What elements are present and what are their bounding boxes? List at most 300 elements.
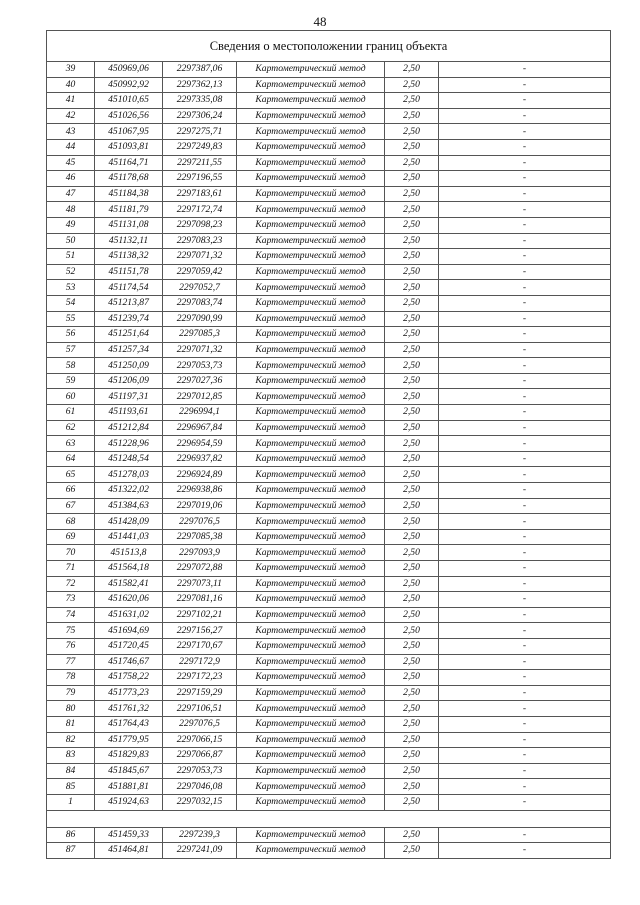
cell-point-number: 54 [47, 295, 95, 311]
cell-y-coordinate: 2297019,06 [163, 498, 237, 514]
cell-point-number: 43 [47, 124, 95, 140]
cell-method: Картометрический метод [237, 77, 385, 93]
cell-method: Картометрический метод [237, 843, 385, 859]
cell-x-coordinate: 451181,79 [95, 202, 163, 218]
table-row [47, 483, 611, 499]
cell-x-coordinate: 451212,84 [95, 420, 163, 436]
cell-point-number: 51 [47, 249, 95, 265]
cell-y-coordinate: 2297156,27 [163, 623, 237, 639]
cell-x-coordinate: 451138,32 [95, 249, 163, 265]
cell-method: Картометрический метод [237, 171, 385, 187]
cell-x-coordinate: 451251,64 [95, 327, 163, 343]
table-row [47, 451, 611, 467]
cell-method: Картометрический метод [237, 451, 385, 467]
cell-y-coordinate: 2297196,55 [163, 171, 237, 187]
cell-x-coordinate: 451257,34 [95, 342, 163, 358]
cell-description: - [439, 405, 611, 421]
cell-y-coordinate: 2297249,83 [163, 139, 237, 155]
cell-x-coordinate: 451278,03 [95, 467, 163, 483]
cell-x-coordinate: 451845,67 [95, 763, 163, 779]
cell-x-coordinate: 451174,54 [95, 280, 163, 296]
cell-description: - [439, 327, 611, 343]
cell-description: - [439, 202, 611, 218]
table-row [47, 155, 611, 171]
cell-method: Картометрический метод [237, 436, 385, 452]
cell-point-number: 67 [47, 498, 95, 514]
cell-accuracy: 2,50 [385, 62, 439, 78]
cell-point-number: 64 [47, 451, 95, 467]
cell-point-number: 50 [47, 233, 95, 249]
cell-accuracy: 2,50 [385, 467, 439, 483]
cell-method: Картометрический метод [237, 405, 385, 421]
cell-point-number: 74 [47, 607, 95, 623]
cell-method: Картометрический метод [237, 217, 385, 233]
cell-y-coordinate: 2297183,61 [163, 186, 237, 202]
table-row [47, 576, 611, 592]
cell-point-number: 45 [47, 155, 95, 171]
cell-description: - [439, 342, 611, 358]
cell-point-number: 39 [47, 62, 95, 78]
cell-x-coordinate: 451459,33 [95, 827, 163, 843]
cell-y-coordinate: 2297032,15 [163, 794, 237, 810]
cell-x-coordinate: 451773,23 [95, 685, 163, 701]
cell-point-number: 79 [47, 685, 95, 701]
cell-point-number: 86 [47, 827, 95, 843]
cell-accuracy: 2,50 [385, 233, 439, 249]
cell-description: - [439, 186, 611, 202]
cell-point-number: 85 [47, 779, 95, 795]
cell-accuracy: 2,50 [385, 763, 439, 779]
cell-accuracy: 2,50 [385, 451, 439, 467]
cell-description: - [439, 249, 611, 265]
cell-method: Картометрический метод [237, 108, 385, 124]
cell-accuracy: 2,50 [385, 327, 439, 343]
table-title: Сведения о местоположении границ объекта [47, 31, 611, 62]
cell-method: Картометрический метод [237, 155, 385, 171]
cell-y-coordinate: 2297239,3 [163, 827, 237, 843]
cell-accuracy: 2,50 [385, 295, 439, 311]
table-row [47, 217, 611, 233]
cell-point-number: 48 [47, 202, 95, 218]
cell-x-coordinate: 451881,81 [95, 779, 163, 795]
cell-y-coordinate: 2297012,85 [163, 389, 237, 405]
cell-accuracy: 2,50 [385, 592, 439, 608]
cell-y-coordinate: 2296937,82 [163, 451, 237, 467]
cell-description: - [439, 843, 611, 859]
table-row [47, 77, 611, 93]
cell-point-number: 81 [47, 716, 95, 732]
cell-y-coordinate: 2297083,23 [163, 233, 237, 249]
cell-method: Картометрический метод [237, 249, 385, 265]
cell-x-coordinate: 451206,09 [95, 373, 163, 389]
cell-x-coordinate: 451761,32 [95, 701, 163, 717]
cell-accuracy: 2,50 [385, 311, 439, 327]
cell-method: Картометрический метод [237, 763, 385, 779]
cell-method: Картометрический метод [237, 311, 385, 327]
cell-x-coordinate: 451694,69 [95, 623, 163, 639]
cell-y-coordinate: 2297053,73 [163, 358, 237, 374]
cell-accuracy: 2,50 [385, 373, 439, 389]
cell-point-number: 69 [47, 529, 95, 545]
cell-method: Картометрический метод [237, 233, 385, 249]
cell-y-coordinate: 2296938,86 [163, 483, 237, 499]
cell-y-coordinate: 2297159,29 [163, 685, 237, 701]
cell-accuracy: 2,50 [385, 561, 439, 577]
cell-x-coordinate: 451250,09 [95, 358, 163, 374]
cell-x-coordinate: 451564,18 [95, 561, 163, 577]
cell-y-coordinate: 2297085,3 [163, 327, 237, 343]
cell-y-coordinate: 2297106,51 [163, 701, 237, 717]
cell-method: Картометрический метод [237, 139, 385, 155]
cell-method: Картометрический метод [237, 748, 385, 764]
cell-method: Картометрический метод [237, 732, 385, 748]
cell-description: - [439, 701, 611, 717]
cell-point-number: 55 [47, 311, 95, 327]
cell-accuracy: 2,50 [385, 420, 439, 436]
cell-point-number: 62 [47, 420, 95, 436]
cell-point-number: 82 [47, 732, 95, 748]
cell-accuracy: 2,50 [385, 685, 439, 701]
cell-method: Картометрический метод [237, 592, 385, 608]
gap-cell [47, 810, 611, 827]
cell-description: - [439, 358, 611, 374]
cell-x-coordinate: 451513,8 [95, 545, 163, 561]
cell-accuracy: 2,50 [385, 843, 439, 859]
table-row [47, 62, 611, 78]
page-number: 48 [313, 14, 327, 29]
cell-point-number: 53 [47, 280, 95, 296]
cell-x-coordinate: 451428,09 [95, 514, 163, 530]
cell-accuracy: 2,50 [385, 77, 439, 93]
cell-point-number: 72 [47, 576, 95, 592]
cell-description: - [439, 498, 611, 514]
cell-x-coordinate: 451228,96 [95, 436, 163, 452]
cell-accuracy: 2,50 [385, 498, 439, 514]
table-row [47, 498, 611, 514]
cell-accuracy: 2,50 [385, 529, 439, 545]
cell-accuracy: 2,50 [385, 716, 439, 732]
table-row [47, 186, 611, 202]
cell-y-coordinate: 2297085,38 [163, 529, 237, 545]
cell-point-number: 52 [47, 264, 95, 280]
cell-method: Картометрический метод [237, 654, 385, 670]
cell-accuracy: 2,50 [385, 108, 439, 124]
table-title-row [47, 31, 611, 62]
table-row [47, 670, 611, 686]
table-row [47, 233, 611, 249]
cell-description: - [439, 280, 611, 296]
cell-accuracy: 2,50 [385, 483, 439, 499]
cell-method: Картометрический метод [237, 514, 385, 530]
cell-y-coordinate: 2296994,1 [163, 405, 237, 421]
cell-accuracy: 2,50 [385, 342, 439, 358]
cell-x-coordinate: 451746,67 [95, 654, 163, 670]
cell-description: - [439, 670, 611, 686]
cell-y-coordinate: 2297076,5 [163, 716, 237, 732]
cell-description: - [439, 514, 611, 530]
cell-accuracy: 2,50 [385, 124, 439, 140]
cell-description: - [439, 389, 611, 405]
cell-method: Картометрический метод [237, 93, 385, 109]
cell-description: - [439, 827, 611, 843]
cell-method: Картометрический метод [237, 827, 385, 843]
cell-description: - [439, 716, 611, 732]
cell-description: - [439, 217, 611, 233]
table-row [47, 249, 611, 265]
cell-y-coordinate: 2297072,88 [163, 561, 237, 577]
cell-method: Картометрический метод [237, 623, 385, 639]
table-row [47, 93, 611, 109]
table-row [47, 732, 611, 748]
cell-x-coordinate: 451197,31 [95, 389, 163, 405]
table-row [47, 748, 611, 764]
cell-x-coordinate: 451829,83 [95, 748, 163, 764]
cell-point-number: 40 [47, 77, 95, 93]
cell-y-coordinate: 2297170,67 [163, 638, 237, 654]
table-row [47, 264, 611, 280]
cell-method: Картометрический метод [237, 779, 385, 795]
cell-description: - [439, 545, 611, 561]
cell-y-coordinate: 2297076,5 [163, 514, 237, 530]
cell-y-coordinate: 2297241,09 [163, 843, 237, 859]
cell-x-coordinate: 451178,68 [95, 171, 163, 187]
cell-x-coordinate: 451067,95 [95, 124, 163, 140]
cell-y-coordinate: 2297172,23 [163, 670, 237, 686]
cell-description: - [439, 732, 611, 748]
cell-description: - [439, 623, 611, 639]
cell-y-coordinate: 2297059,42 [163, 264, 237, 280]
cell-x-coordinate: 451026,56 [95, 108, 163, 124]
cell-point-number: 77 [47, 654, 95, 670]
cell-y-coordinate: 2297073,11 [163, 576, 237, 592]
cell-point-number: 47 [47, 186, 95, 202]
cell-method: Картометрический метод [237, 576, 385, 592]
cell-x-coordinate: 451322,02 [95, 483, 163, 499]
cell-description: - [439, 373, 611, 389]
cell-description: - [439, 763, 611, 779]
cell-accuracy: 2,50 [385, 545, 439, 561]
cell-accuracy: 2,50 [385, 654, 439, 670]
cell-x-coordinate: 451620,06 [95, 592, 163, 608]
cell-method: Картометрический метод [237, 794, 385, 810]
cell-description: - [439, 794, 611, 810]
table-row [47, 779, 611, 795]
cell-accuracy: 2,50 [385, 186, 439, 202]
cell-y-coordinate: 2297052,7 [163, 280, 237, 296]
cell-x-coordinate: 451132,11 [95, 233, 163, 249]
cell-description: - [439, 561, 611, 577]
cell-accuracy: 2,50 [385, 217, 439, 233]
cell-method: Картометрический метод [237, 280, 385, 296]
cell-description: - [439, 295, 611, 311]
cell-x-coordinate: 451248,54 [95, 451, 163, 467]
cell-y-coordinate: 2297362,13 [163, 77, 237, 93]
cell-point-number: 68 [47, 514, 95, 530]
cell-x-coordinate: 451010,65 [95, 93, 163, 109]
cell-description: - [439, 483, 611, 499]
cell-description: - [439, 77, 611, 93]
table-row [47, 108, 611, 124]
table-row [47, 514, 611, 530]
cell-y-coordinate: 2297172,9 [163, 654, 237, 670]
cell-y-coordinate: 2297306,24 [163, 108, 237, 124]
cell-x-coordinate: 451164,71 [95, 155, 163, 171]
cell-point-number: 61 [47, 405, 95, 421]
cell-accuracy: 2,50 [385, 514, 439, 530]
cell-method: Картометрический метод [237, 467, 385, 483]
cell-x-coordinate: 451384,63 [95, 498, 163, 514]
cell-accuracy: 2,50 [385, 171, 439, 187]
table-row [47, 436, 611, 452]
cell-y-coordinate: 2296924,89 [163, 467, 237, 483]
cell-y-coordinate: 2297172,74 [163, 202, 237, 218]
table-row [47, 358, 611, 374]
table-row [47, 342, 611, 358]
cell-accuracy: 2,50 [385, 93, 439, 109]
cell-description: - [439, 62, 611, 78]
cell-accuracy: 2,50 [385, 701, 439, 717]
cell-method: Картометрический метод [237, 358, 385, 374]
cell-method: Картометрический метод [237, 389, 385, 405]
boundary-table [46, 30, 611, 859]
table-row [47, 280, 611, 296]
table-row [47, 623, 611, 639]
cell-x-coordinate: 451720,45 [95, 638, 163, 654]
cell-method: Картометрический метод [237, 62, 385, 78]
cell-method: Картометрический метод [237, 124, 385, 140]
cell-method: Картометрический метод [237, 202, 385, 218]
cell-y-coordinate: 2297102,21 [163, 607, 237, 623]
table-row [47, 607, 611, 623]
cell-method: Картометрический метод [237, 498, 385, 514]
cell-description: - [439, 607, 611, 623]
cell-x-coordinate: 451131,08 [95, 217, 163, 233]
cell-y-coordinate: 2297071,32 [163, 342, 237, 358]
cell-method: Картометрический метод [237, 327, 385, 343]
cell-description: - [439, 233, 611, 249]
cell-point-number: 44 [47, 139, 95, 155]
cell-description: - [439, 108, 611, 124]
cell-accuracy: 2,50 [385, 779, 439, 795]
cell-x-coordinate: 451464,81 [95, 843, 163, 859]
cell-x-coordinate: 450969,06 [95, 62, 163, 78]
cell-y-coordinate: 2297081,16 [163, 592, 237, 608]
cell-description: - [439, 155, 611, 171]
cell-method: Картометрический метод [237, 342, 385, 358]
cell-point-number: 46 [47, 171, 95, 187]
cell-y-coordinate: 2297027,36 [163, 373, 237, 389]
cell-x-coordinate: 451764,43 [95, 716, 163, 732]
cell-point-number: 60 [47, 389, 95, 405]
table-row [47, 561, 611, 577]
cell-x-coordinate: 451924,63 [95, 794, 163, 810]
cell-y-coordinate: 2297098,23 [163, 217, 237, 233]
table-row [47, 654, 611, 670]
table-row [47, 638, 611, 654]
cell-description: - [439, 638, 611, 654]
cell-x-coordinate: 451151,78 [95, 264, 163, 280]
cell-method: Картометрический метод [237, 420, 385, 436]
cell-description: - [439, 529, 611, 545]
cell-description: - [439, 779, 611, 795]
cell-point-number: 63 [47, 436, 95, 452]
cell-accuracy: 2,50 [385, 202, 439, 218]
cell-point-number: 71 [47, 561, 95, 577]
table-row [47, 124, 611, 140]
cell-method: Картометрический метод [237, 638, 385, 654]
table-row [47, 373, 611, 389]
table-row [47, 389, 611, 405]
cell-method: Картометрический метод [237, 545, 385, 561]
table-row [47, 405, 611, 421]
cell-y-coordinate: 2297211,55 [163, 155, 237, 171]
cell-description: - [439, 654, 611, 670]
table-row [47, 763, 611, 779]
cell-y-coordinate: 2297387,06 [163, 62, 237, 78]
cell-point-number: 83 [47, 748, 95, 764]
cell-method: Картометрический метод [237, 483, 385, 499]
table-row [47, 827, 611, 843]
cell-y-coordinate: 2297335,08 [163, 93, 237, 109]
cell-x-coordinate: 451239,74 [95, 311, 163, 327]
cell-y-coordinate: 2297066,87 [163, 748, 237, 764]
table-row [47, 420, 611, 436]
cell-accuracy: 2,50 [385, 139, 439, 155]
cell-description: - [439, 451, 611, 467]
cell-x-coordinate: 451779,95 [95, 732, 163, 748]
cell-description: - [439, 311, 611, 327]
cell-method: Картометрический метод [237, 607, 385, 623]
table-row [47, 171, 611, 187]
cell-description: - [439, 592, 611, 608]
cell-accuracy: 2,50 [385, 358, 439, 374]
cell-x-coordinate: 451193,61 [95, 405, 163, 421]
cell-y-coordinate: 2297053,73 [163, 763, 237, 779]
cell-point-number: 49 [47, 217, 95, 233]
cell-y-coordinate: 2297083,74 [163, 295, 237, 311]
cell-description: - [439, 748, 611, 764]
cell-method: Картометрический метод [237, 186, 385, 202]
cell-point-number: 76 [47, 638, 95, 654]
table-row [47, 701, 611, 717]
cell-point-number: 73 [47, 592, 95, 608]
cell-point-number: 42 [47, 108, 95, 124]
cell-accuracy: 2,50 [385, 436, 439, 452]
cell-point-number: 58 [47, 358, 95, 374]
table-row [47, 311, 611, 327]
cell-description: - [439, 264, 611, 280]
cell-method: Картометрический метод [237, 716, 385, 732]
cell-description: - [439, 139, 611, 155]
cell-point-number: 66 [47, 483, 95, 499]
cell-accuracy: 2,50 [385, 249, 439, 265]
cell-y-coordinate: 2297066,15 [163, 732, 237, 748]
table-row [47, 592, 611, 608]
cell-point-number: 70 [47, 545, 95, 561]
cell-description: - [439, 467, 611, 483]
cell-y-coordinate: 2297046,08 [163, 779, 237, 795]
cell-description: - [439, 171, 611, 187]
cell-method: Картометрический метод [237, 295, 385, 311]
cell-description: - [439, 576, 611, 592]
table-row [47, 202, 611, 218]
cell-x-coordinate: 450992,92 [95, 77, 163, 93]
cell-method: Картометрический метод [237, 701, 385, 717]
cell-x-coordinate: 451441,03 [95, 529, 163, 545]
cell-accuracy: 2,50 [385, 670, 439, 686]
table-row [47, 467, 611, 483]
cell-point-number: 78 [47, 670, 95, 686]
